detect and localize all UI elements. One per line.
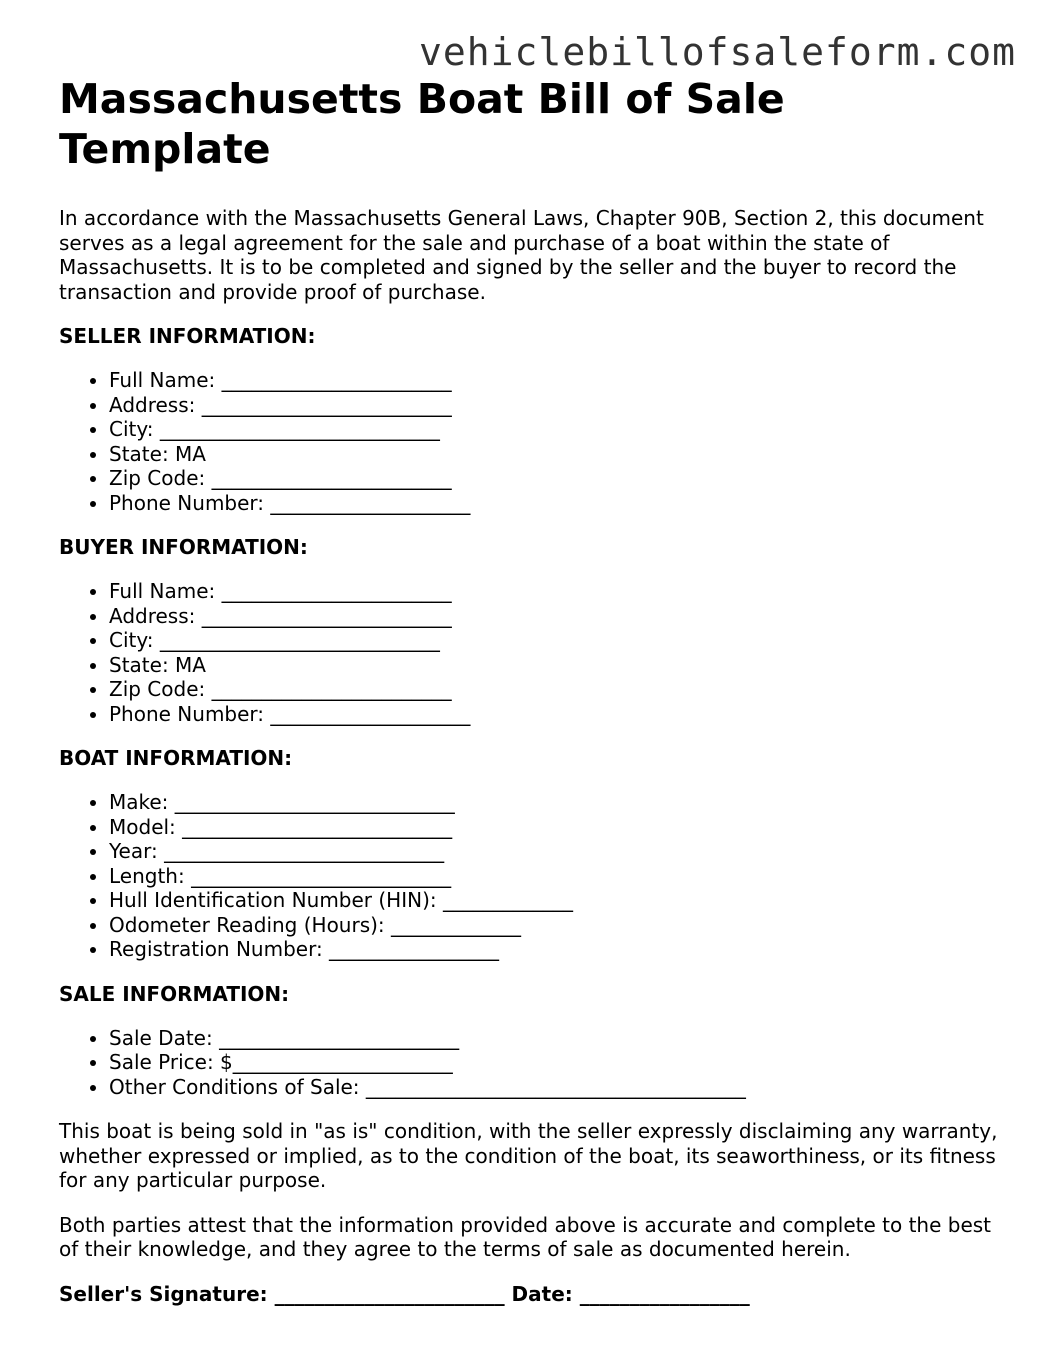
seller-phone[interactable]: • Phone Number: ____________________: [109, 491, 999, 516]
seller-zip[interactable]: • Zip Code: ________________________: [109, 466, 999, 491]
seller-list: [59, 368, 999, 515]
buyer-full-name[interactable]: • Full Name: _______________________: [109, 579, 999, 604]
as-is-paragraph: This boat is being sold in "as is" condition, with the seller expressly disclaiming any warranty, whether expressed or implied, as to the condition of the boat, its seaworthiness, or its fitness for any particular purpose.: [59, 1119, 998, 1192]
seller-state: • State: MA: [109, 442, 999, 467]
seller-city[interactable]: • City: ____________________________: [109, 417, 999, 442]
buyer-zip[interactable]: • Zip Code: ________________________: [109, 677, 999, 702]
boat-length[interactable]: • Length: __________________________: [109, 864, 999, 889]
buyer-heading: BUYER INFORMATION:: [59, 535, 308, 559]
boat-heading: BOAT INFORMATION:: [59, 746, 293, 770]
seller-heading: SELLER INFORMATION:: [59, 324, 316, 348]
seller-full-name[interactable]: • Full Name: _______________________: [109, 368, 999, 393]
boat-year[interactable]: • Year: ____________________________: [109, 839, 999, 864]
boat-list: [59, 790, 999, 962]
intro-paragraph: In accordance with the Massachusetts General Laws, Chapter 90B, Section 2, this document serves as a legal agreement for the sale and purchase of a boat within the state of Massachusetts. It is to be completed and signed by the seller and the buyer to record the transaction and provide proof of purchase.: [59, 206, 984, 304]
boat-model[interactable]: • Model: ___________________________: [109, 815, 999, 840]
buyer-state: • State: MA: [109, 653, 999, 678]
boat-hin[interactable]: • Hull Identification Number (HIN): _____________: [109, 888, 999, 913]
buyer-phone[interactable]: • Phone Number: ____________________: [109, 702, 999, 727]
watermark: vehiclebillofsaleform.com: [419, 30, 1016, 74]
attestation-paragraph: Both parties attest that the information provided above is accurate and complete to the best of their knowledge, and they agree to the terms of sale as documented herein.: [59, 1212, 992, 1261]
buyer-city[interactable]: • City: ____________________________: [109, 628, 999, 653]
document-body: [59, 74, 999, 1306]
boat-registration[interactable]: • Registration Number: _________________: [109, 937, 999, 962]
buyer-list: [59, 579, 999, 726]
sale-price[interactable]: • Sale Price: $______________________: [109, 1050, 999, 1075]
page-title: Massachusetts Boat Bill of Sale Template: [59, 75, 785, 173]
sale-heading: SALE INFORMATION:: [59, 981, 290, 1006]
seller-address[interactable]: • Address: _________________________: [109, 393, 999, 418]
seller-signature-line[interactable]: Seller's Signature: _______________________ Date: _________________: [59, 1281, 750, 1306]
sale-list: [59, 1026, 999, 1100]
sale-other-conditions[interactable]: • Other Conditions of Sale: ______________________________________: [109, 1075, 999, 1100]
buyer-address[interactable]: • Address: _________________________: [109, 604, 999, 629]
boat-make[interactable]: • Make: ____________________________: [109, 790, 999, 815]
sale-date[interactable]: • Sale Date: ________________________: [109, 1026, 999, 1051]
boat-odometer[interactable]: • Odometer Reading (Hours): _____________: [109, 913, 999, 938]
